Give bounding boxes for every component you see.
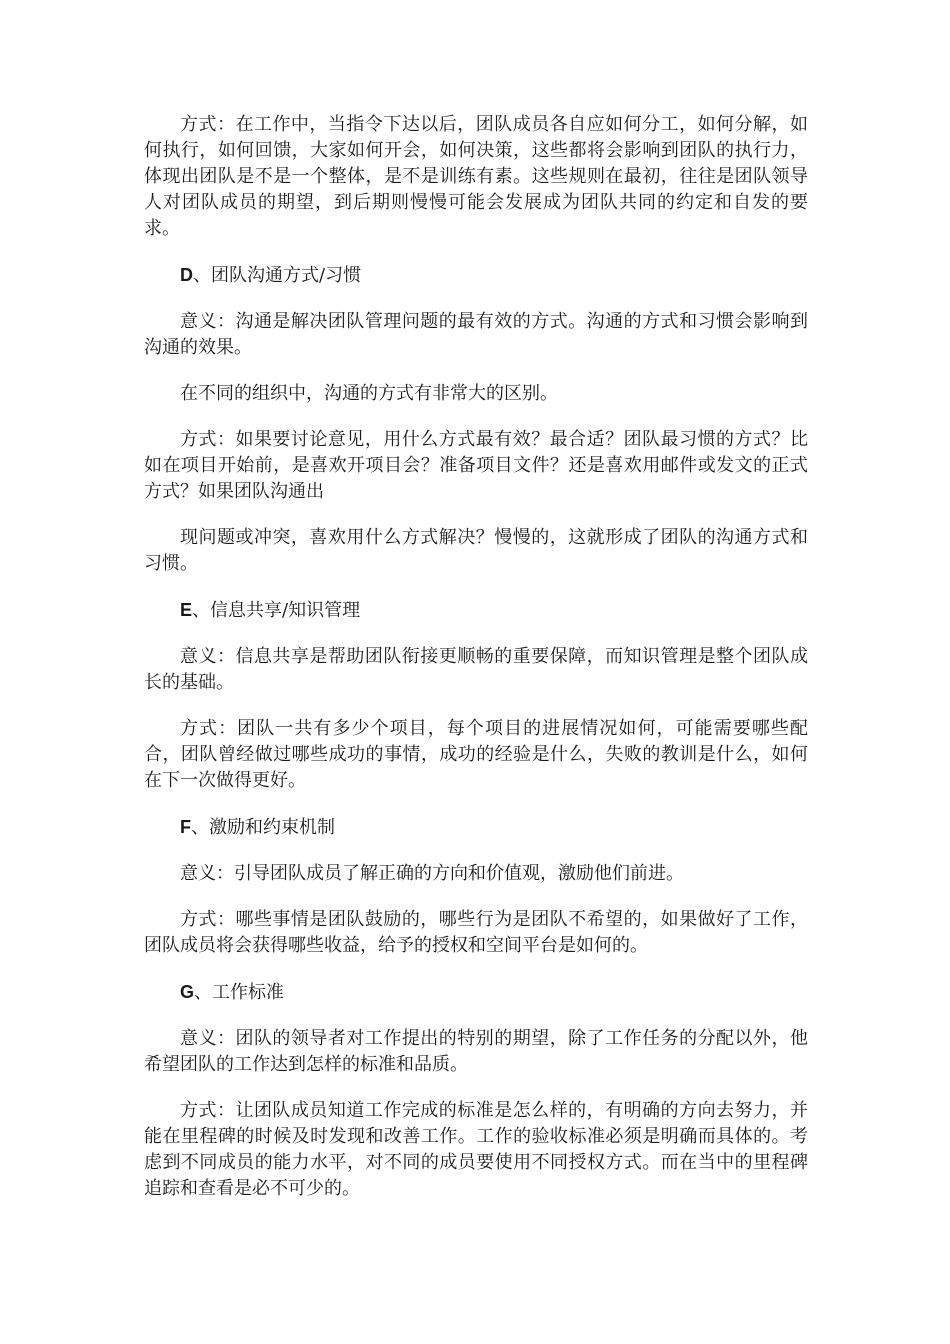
section-heading-e <box>144 597 808 624</box>
paragraph-meaning-sharing: 意义：信息共享是帮助团队衔接更顺畅的重要保障，而知识管理是整个团队成长的基础。 <box>144 646 808 693</box>
section-letter: G <box>180 982 195 1002</box>
paragraph-method-sharing: 方式：团队一共有多少个项目，每个项目的进展情况如何，可能需要哪些配合，团队曾经做过哪些成功的事情，成功的经验是什么，失败的教训是什么，如何在下一次做得更好。 <box>144 718 808 791</box>
paragraph-method-incentive: 方式：哪些事情是团队鼓励的，哪些行为是团队不希望的，如果做好了工作，团队成员将会获得哪些收益，给予的授权和空间平台是如何的。 <box>144 909 808 956</box>
section-title: 、工作标准 <box>194 982 285 1003</box>
paragraph-method-execution: 方式：在工作中，当指令下达以后，团队成员各自应如何分工，如何分解，如何执行，如何回馈，大家如何开会，如何决策，这些都将会影响到团队的执行力，体现出团队是不是一个整体，是不是训练有素。这些规则在最初，往往是团队领导人对团队成员的期望，到后期则慢慢可能会发展成为团队共同的约定和自发的要求。 <box>144 114 808 239</box>
section-letter: D <box>180 265 193 285</box>
paragraph-meaning-standard: 意义：团队的领导者对工作提出的特别的期望，除了工作任务的分配以外，他希望团队的工作达到怎样的标准和品质。 <box>144 1028 808 1075</box>
section-heading-g <box>144 979 808 1006</box>
document-body <box>144 112 808 1222</box>
section-title: 、信息共享/知识管理 <box>192 600 361 621</box>
paragraph-communication-difference: 在不同的组织中，沟通的方式有非常大的区别。 <box>180 383 558 404</box>
section-title: 、团队沟通方式/习惯 <box>193 265 362 286</box>
paragraph-method-standard: 方式：让团队成员知道工作完成的标准是怎么样的，有明确的方向去努力，并能在里程碑的时候及时发现和改善工作。工作的验收标准必须是明确而具体的。考虑到不同成员的能力水平，对不同的成员要使用不同授权方式。而在当中的里程碑追踪和查看是必不可少的。 <box>144 1100 808 1199</box>
section-heading-f <box>144 814 808 841</box>
section-heading-d <box>144 262 808 289</box>
paragraph-meaning-incentive: 意义：引导团队成员了解正确的方向和价值观，激励他们前进。 <box>180 863 684 884</box>
paragraph-method-communication-cont: 现问题或冲突，喜欢用什么方式解决？慢慢的，这就形成了团队的沟通方式和习惯。 <box>144 527 808 574</box>
section-letter: F <box>180 817 191 837</box>
paragraph-method-communication: 方式：如果要讨论意见，用什么方式最有效？最合适？团队最习惯的方式？比如在项目开始前，是喜欢开项目会？准备项目文件？还是喜欢用邮件或发文的正式方式？如果团队沟通出 <box>144 429 808 502</box>
section-title: 、激励和约束机制 <box>191 817 335 838</box>
paragraph-meaning-communication: 意义：沟通是解决团队管理问题的最有效的方式。沟通的方式和习惯会影响到沟通的效果。 <box>144 311 808 358</box>
section-letter: E <box>180 600 193 620</box>
